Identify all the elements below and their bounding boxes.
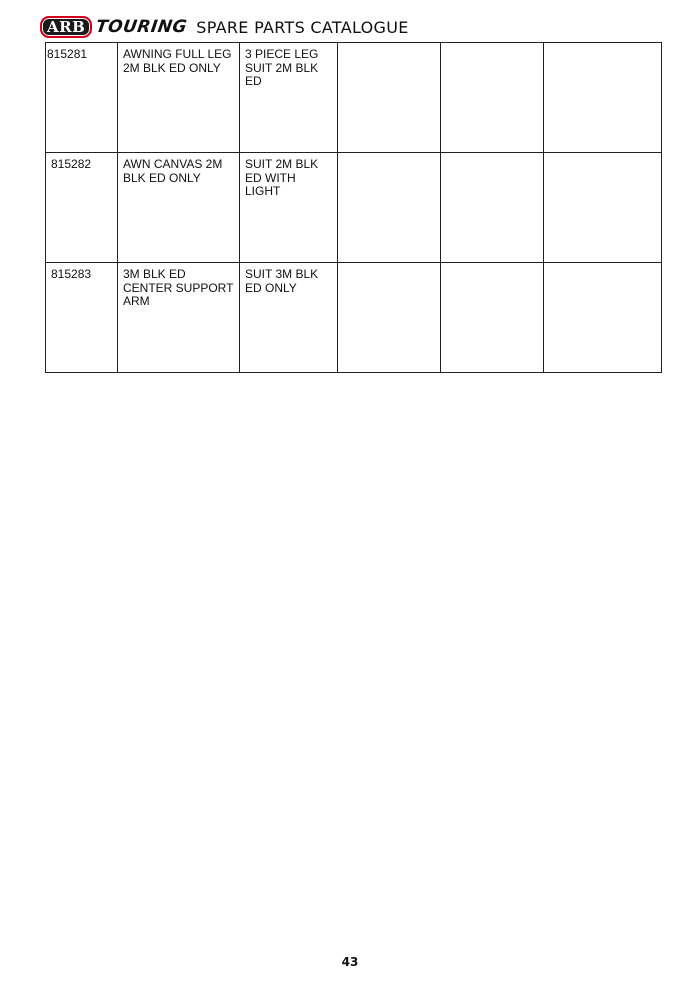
- empty-cell: [441, 43, 544, 153]
- page-number: 43: [341, 955, 359, 969]
- empty-cell: [441, 263, 544, 373]
- empty-cell: [338, 43, 441, 153]
- description-cell: AWN CANVAS 2M BLK ED ONLY: [118, 153, 240, 263]
- parts-table: [45, 42, 662, 373]
- empty-cell: [544, 43, 662, 153]
- touring-logo-text: TOURING: [94, 17, 189, 37]
- part-number-cell: 815281: [46, 43, 118, 153]
- notes-cell: SUIT 3M BLK ED ONLY: [240, 263, 338, 373]
- description-cell: 3M BLK ED CENTER SUPPORT ARM: [118, 263, 240, 373]
- table-row: [46, 43, 662, 153]
- empty-cell: [544, 263, 662, 373]
- part-number-cell: 815282: [46, 153, 118, 263]
- empty-cell: [441, 153, 544, 263]
- description-cell: AWNING FULL LEG 2M BLK ED ONLY: [118, 43, 240, 153]
- empty-cell: [544, 153, 662, 263]
- table-row: [46, 153, 662, 263]
- empty-cell: [338, 263, 441, 373]
- part-number-cell: 815283: [46, 263, 118, 373]
- table-row: [46, 263, 662, 373]
- arb-touring-logo: [40, 16, 187, 38]
- empty-cell: [338, 153, 441, 263]
- arb-logo-badge: ARB: [40, 16, 92, 38]
- notes-cell: 3 PIECE LEG SUIT 2M BLK ED: [240, 43, 338, 153]
- notes-cell: SUIT 2M BLK ED WITH LIGHT: [240, 153, 338, 263]
- catalogue-title: SPARE PARTS CATALOGUE: [196, 17, 409, 37]
- page-header: [40, 14, 409, 40]
